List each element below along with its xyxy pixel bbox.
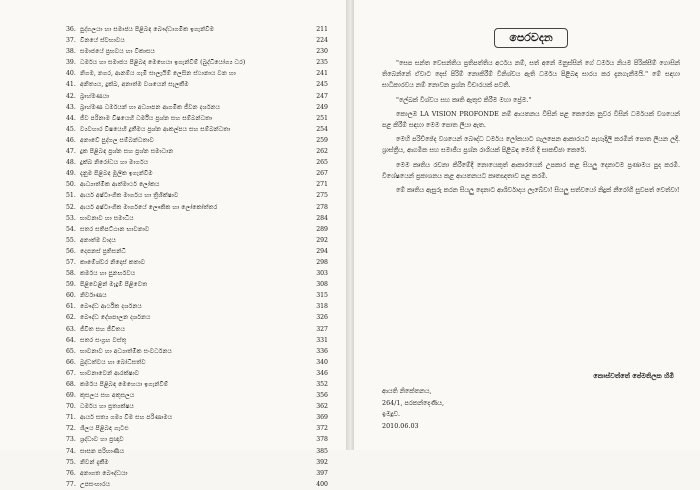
toc-entry-number: 50. (66, 181, 76, 189)
toc-entry-page: 251 (316, 114, 328, 122)
toc-entry (66, 479, 328, 490)
toc-entry (66, 346, 328, 357)
toc-entry (66, 113, 328, 124)
toc-entry-number: 75. (66, 458, 76, 466)
toc-entry-page: 224 (316, 37, 328, 45)
toc-entry-title: අනාගත බෞද්ධයා (80, 469, 128, 477)
toc-entry-number: 59. (66, 281, 76, 289)
toc-entry-title: දුක්ඛ නිරෝධය හා මාර්ගය (80, 159, 149, 167)
toc-entry-title: සාසන පරිහාණිය (80, 447, 125, 455)
contents-page (0, 0, 346, 488)
toc-entry-page: 294 (316, 247, 328, 255)
toc-entry (66, 91, 328, 102)
toc-entry-number: 62. (66, 314, 76, 322)
toc-entry (66, 135, 328, 146)
toc-entry-title: භාවනාව හා අධ්‍යාත්මික සංවර්ධනය (80, 347, 172, 355)
toc-entry-number: 44. (66, 114, 76, 122)
preface-page (354, 0, 700, 450)
toc-list (66, 24, 328, 490)
toc-entry-page: 235 (316, 59, 328, 67)
toc-entry-title: කුසලය සහ අකුසලය (80, 392, 135, 400)
toc-entry-number: 67. (66, 369, 76, 377)
toc-entry (66, 102, 328, 113)
toc-entry-page: 318 (316, 303, 328, 311)
address-date: 2010.06.03 (382, 421, 419, 430)
toc-entry-number: 40. (66, 70, 76, 78)
toc-entry-number: 76. (66, 469, 76, 477)
address-line: 264/1, පරකන්දෙණිය, (382, 398, 445, 407)
toc-entry (66, 246, 328, 257)
toc-entry-number: 72. (66, 425, 76, 433)
toc-entry-number: 46. (66, 136, 76, 144)
toc-entry-page: 249 (316, 103, 328, 111)
toc-entry-page: 265 (316, 159, 328, 167)
preface-paragraph: මෙහි පරිච්ඡේද වශයෙන් බෞද්ධ ධර්මය ලෝකයාට ගැලපෙන ආකාරයට පැහැදිලි කරමින් පොත ලියන ලදී. ශ්‍රාස්ත්‍රීය, ආගමික සහ සමාජීය ප්‍රශ්න රාශියක් පිළිබඳ මෙහි දී සාකච්ඡා කෙරේ. (382, 135, 680, 155)
toc-entry-number: 48. (66, 159, 76, 167)
toc-entry-number: 61. (66, 303, 76, 311)
preface-paragraph: මෙම කෘතිය රචනා කිරීමේදී නොයෙකුත් ආකාරයෙන් උපකාර කළ සියලු දෙනාටම ප්‍රණාමය පුද කරමි. විශේෂයෙන් ප්‍රකාශනය කළ ආයතනයට කෘතඥතාව පළ කරමි. (382, 160, 680, 180)
toc-entry (66, 235, 328, 246)
toc-entry-title: ධර්මය හා ප්‍රත්‍යක්ෂය (80, 403, 135, 411)
toc-entry-page: 267 (316, 170, 328, 178)
toc-entry-page: 315 (316, 292, 328, 300)
toc-entry-number: 53. (66, 214, 76, 222)
toc-entry (66, 335, 328, 346)
toc-entry-number: 52. (66, 203, 76, 211)
toc-entry-page: 336 (316, 347, 328, 355)
toc-entry-page: 275 (316, 192, 328, 200)
toc-entry-title: බ්‍රාහ්මණයා (80, 92, 110, 100)
toc-entry (66, 457, 328, 468)
toc-entry-number: 47. (66, 148, 76, 156)
toc-entry (66, 290, 328, 301)
toc-entry-number: 36. (66, 26, 76, 33)
toc-entry-title: උපසංහාරය (80, 480, 111, 488)
toc-entry (66, 190, 328, 201)
toc-entry-number: 60. (66, 292, 76, 300)
toc-entry (66, 57, 328, 68)
toc-entry (66, 279, 328, 290)
toc-entry-title: භාවනාව හා සමාධිය (80, 214, 134, 222)
toc-entry-page: 298 (316, 258, 328, 266)
toc-entry-title: ආධ්‍යාත්මික ආත්මාර්ථ ලෝකය (80, 181, 160, 189)
toc-entry-number: 37. (66, 37, 76, 45)
toc-entry-title: නිවන් දැකීම (80, 458, 109, 466)
toc-entry-page: 278 (316, 203, 328, 211)
toc-entry-page: 241 (316, 70, 328, 78)
toc-entry-title: ශ්‍රද්ධාව හා ප්‍රඥාව (80, 436, 124, 444)
toc-entry-page: 362 (316, 403, 328, 411)
toc-entry-title: දැනුම පිළිබඳ මූලික ඉගැන්වීම (80, 170, 153, 178)
toc-entry-page: 326 (316, 314, 328, 322)
toc-entry (66, 168, 328, 179)
preface-paragraph: "ලේඛක් විශ්වය සහ කෘති ඇතුළු කිරීම මහා ප්‍රේ‍ම." (396, 95, 532, 104)
toc-entry (66, 368, 328, 379)
toc-entry-title: බෞද්ධ දේශපාලන දර්ශනය (80, 314, 151, 322)
toc-entry-page: 397 (316, 469, 328, 477)
toc-entry-title: ජීව පරිනාම විෂයෙහි ධර්මීය ප්‍රශ්න සහ සම්බන්ධතා (80, 114, 213, 122)
toc-entry (66, 146, 328, 157)
toc-entry-title: කර්මය පිළිබඳ මෙහෙයා ඉගැන්වීම් (80, 381, 169, 388)
toc-entry (66, 257, 328, 268)
toc-entry-title: ව්‍යවහාර විෂයෙහි දූතීමය ප්‍රශ්න ආකල්පය සහ සම්බන්ධතා (80, 125, 231, 133)
toc-entry (66, 124, 328, 135)
toc-entry-page: 352 (316, 381, 328, 388)
preface-paragraph: කොලඹ LA VISION PROFONDE නම් ආයතනය විසින් පළ කෙරෙන නුවර විසින් ධර්මයක් වශයෙන් පළ කිරීම් සඳහා මෙම පොත ලියා ඇත. (382, 109, 680, 130)
toc-entry-title: සතර සංග්‍රහ වස්තු (80, 336, 127, 344)
toc-entry-page: 356 (316, 392, 328, 400)
toc-entry-title: බෞද්ධ ආර්ථික දර්ශනය (80, 303, 142, 311)
toc-entry-number: 49. (66, 170, 76, 178)
toc-entry-title: දෙපනස් ප්‍රතිසන්ධි (80, 247, 126, 255)
toc-entry (66, 324, 328, 335)
toc-entry-page: 230 (316, 48, 328, 56)
toc-entry-page: 400 (316, 480, 328, 488)
toc-entry-title: ආර්ය අෂ්ටාංගික මාර්ගයේ ලෞකික හා ලෝකෝත්තර (80, 203, 218, 211)
toc-entry-number: 42. (66, 92, 76, 100)
toc-entry-page: 289 (316, 225, 328, 233)
toc-entry-number: 38. (66, 48, 76, 56)
toc-entry-number: 68. (66, 381, 76, 388)
toc-entry-page: 271 (316, 181, 328, 189)
toc-entry (66, 35, 328, 46)
author-signature: කොස්වත්තේ පේමතිලක හිමි (593, 372, 674, 380)
toc-entry-page: 385 (316, 447, 328, 455)
toc-entry-title: සතර සතිපට්ඨාන භාවනාව (80, 225, 150, 233)
toc-entry-title: ශීලය පිළිබඳ ගැටළු (80, 425, 129, 433)
toc-entry (66, 357, 328, 368)
toc-entry-title: ආර්ය සත්‍ය ගම්‍ය වීම සහ පරිණාමය (80, 414, 173, 422)
toc-entry-page: 303 (316, 270, 328, 278)
toc-entry (66, 224, 328, 235)
toc-entry-title: අනාත්ම වාදය (80, 236, 116, 244)
toc-entry-page: 372 (316, 425, 328, 433)
toc-entry-number: 66. (66, 358, 76, 366)
toc-entry-page: 331 (316, 336, 328, 344)
toc-entry-page: 378 (316, 436, 328, 444)
toc-entry-title: අනාවේ පුද්ගල සම්බන්ධතාව (80, 136, 154, 144)
toc-entry-title: විනයේ ස්වභාවය (80, 37, 125, 45)
toc-entry-title: කාමේශ්වර නිදොස් කතාව (80, 258, 146, 266)
toc-entry (66, 401, 328, 412)
address-line: ඉමදූව. (382, 410, 401, 418)
toc-entry (66, 412, 328, 423)
toc-entry (66, 446, 328, 457)
toc-entry-number: 54. (66, 225, 76, 233)
toc-entry-page: 308 (316, 281, 328, 289)
toc-entry-number: 58. (66, 270, 76, 278)
toc-entry-title: ආර්ය අෂ්ටාංගික මාර්ගය හා ත්‍රිශික්ෂාව (80, 192, 179, 200)
toc-entry-page: 369 (316, 414, 328, 422)
toc-entry-title: අනිත්‍යය, දුක්ඛ, අනාත්ම වශයෙන් සැලකීම (80, 81, 189, 89)
toc-entry-number: 69. (66, 392, 76, 400)
toc-entry-title: පුද්ගලයා හා සමාජය පිළිබඳ බෞද්ධාගමික ඉගැන්වීම (80, 26, 215, 33)
toc-entry-number: 57. (66, 258, 76, 266)
toc-entry (66, 79, 328, 90)
toc-entry-title: බුද්ධත්වය හා බෝධිසත්ව (80, 358, 146, 366)
toc-entry (66, 423, 328, 434)
book-gutter (346, 0, 354, 450)
toc-entry-number: 71. (66, 414, 76, 422)
toc-entry-number: 43. (66, 103, 76, 111)
toc-entry-number: 45. (66, 125, 76, 133)
toc-entry-number: 51. (66, 192, 76, 200)
toc-entry-page: 327 (316, 325, 328, 333)
toc-entry (66, 379, 328, 390)
toc-entry (66, 390, 328, 401)
preface-paragraph: "සෙප සන්ත වෙසන්තිය ප්‍රතිපත්තිය අර්ථය නම්, සත් අනේ මනුස්සින් ගේ ධර්මය නියම පිරික්සීම් ගොසින් තිබෙන්නේ ඒවාට දෙස් පිරිම් නොකිරීම් විනිශ්චය ඇති ධර්මය පිළිබඳ සාරය කර දැනගැනීමයි." මේ සඳහා සාධිකාරවය නම් නොවන ප්‍රශ්න විචාරයක් පවතී. (382, 59, 680, 90)
toc-entry-page: 392 (316, 458, 328, 466)
toc-entry-title: පිළිවෙළින් මැදුම් පිළිවෙත (80, 281, 148, 289)
toc-entry-title: භාවනාවෙන් ආරක්ෂාව (80, 369, 140, 377)
toc-entry-number: 65. (66, 347, 76, 355)
toc-entry-number: 70. (66, 403, 76, 411)
toc-entry-page: 284 (316, 214, 328, 222)
toc-entry-number: 74. (66, 447, 76, 455)
toc-entry-page: 211 (316, 26, 328, 33)
toc-entry-number: 64. (66, 336, 76, 344)
toc-entry (66, 24, 328, 35)
toc-entry-title: නිර්වාණය (80, 292, 107, 300)
toc-entry-title: දුක පිළිබඳ ප්‍රශ්න සහ ප්‍රශ්න සමාධාන (80, 148, 174, 156)
toc-entry (66, 179, 328, 190)
toc-entry-title: කර්මය හා පුනර්භවය (80, 270, 136, 278)
toc-entry-page: 262 (316, 148, 328, 156)
toc-entry-number: 41. (66, 81, 76, 89)
toc-entry-page: 247 (316, 92, 328, 100)
address-line: ආයති නිකේතනය, (382, 387, 432, 395)
toc-entry-page: 346 (316, 369, 328, 377)
toc-entry-number: 77. (66, 480, 76, 488)
toc-entry (66, 46, 328, 57)
toc-entry-number: 73. (66, 436, 76, 444)
toc-entry-number: 56. (66, 247, 76, 255)
toc-entry-title: ජීවිත සහ ජීවිතය (80, 325, 126, 333)
toc-entry-number: 63. (66, 325, 76, 333)
toc-entry-page: 254 (316, 125, 328, 133)
toc-entry-page: 292 (316, 236, 328, 244)
toc-entry-title: ධර්මය හා සමාජය පිළිබඳ මෙහෙයා ඉගැන්වීම් (බුද්ධියෝග්‍ය ධර) (80, 59, 246, 67)
toc-entry (66, 312, 328, 323)
toc-entry (66, 268, 328, 279)
toc-entry-title: සමාජයේ ප්‍රභවය හා විකාසය (80, 48, 155, 56)
toc-entry-number: 39. (66, 59, 76, 67)
toc-entry-title: නිගම, නගර, ආනම්ය ගැමි සාලැයිම් ලෙසින ස්ථානාය වන හා (80, 70, 236, 78)
toc-entry-number: 55. (66, 236, 76, 244)
toc-entry (66, 434, 328, 445)
preface-heading: පෙරවදන (494, 28, 567, 48)
toc-entry (66, 202, 328, 213)
toc-entry (66, 157, 328, 168)
toc-entry (66, 468, 328, 479)
toc-entry-title: බ්‍රාහ්මණ ධර්මයන් හා අධ්‍යාපන ආගමික ජීවන දර්ශනය (80, 103, 221, 111)
toc-entry-page: 245 (316, 81, 328, 89)
toc-entry (66, 68, 328, 79)
toc-entry (66, 301, 328, 312)
preface-paragraph: මේ කෘතිය ඇසුරු කරන සියලු දෙනාට ආශිර්වාදය ලැබේවා! සියලු සත්වයෝ නිදුක් නීරෝගී සුවපත් වෙත්වා! (396, 186, 680, 195)
toc-entry (66, 213, 328, 224)
toc-entry-page: 340 (316, 358, 328, 366)
author-address (382, 386, 444, 432)
toc-entry-page: 259 (316, 136, 328, 144)
